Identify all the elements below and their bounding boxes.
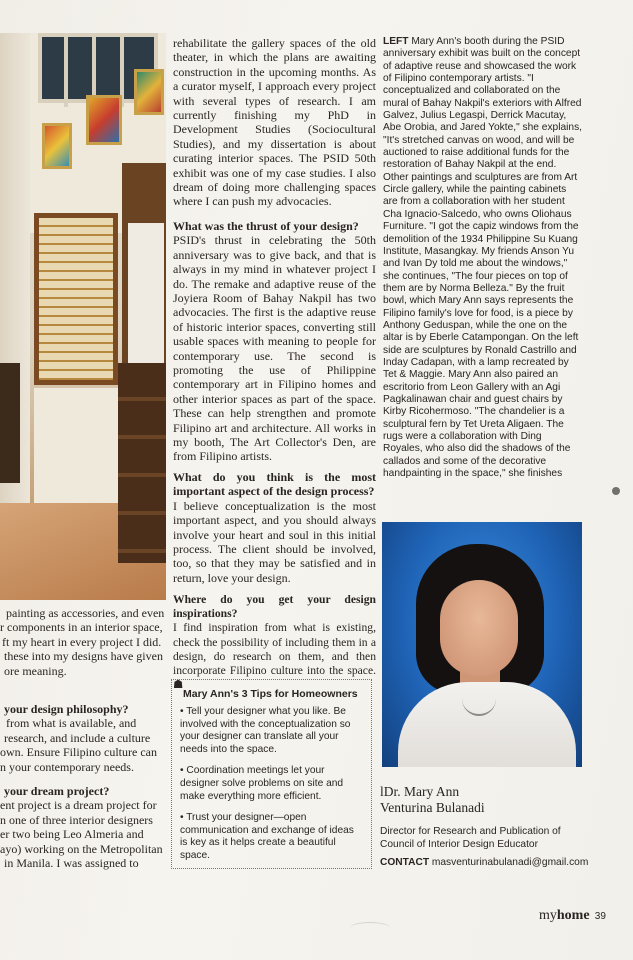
profile-name-line: lDr. Mary Ann bbox=[380, 784, 460, 799]
profile-name-line: Venturina Bulanadi bbox=[380, 800, 485, 815]
tips-box bbox=[171, 679, 372, 869]
article-section-process bbox=[173, 470, 376, 585]
logo-home: home bbox=[556, 908, 590, 923]
caption-lead: LEFT bbox=[383, 36, 409, 47]
tip-item: • Tell your designer what you like. Be involved with the conceptualization so your designer can translate all your needs into the space. bbox=[180, 706, 351, 755]
profile-contact bbox=[380, 857, 590, 868]
cropped-column-top bbox=[0, 606, 165, 678]
tips-title: Mary Ann's 3 Tips for Homeowners bbox=[183, 688, 358, 700]
cropped-line: ayo) working on the Metropolitan bbox=[0, 841, 163, 856]
photo-doorway bbox=[128, 223, 164, 363]
photo-lower-wall bbox=[34, 388, 118, 508]
portrait-photo bbox=[382, 522, 582, 767]
cropped-line: ft my heart in every project I did. bbox=[2, 634, 162, 649]
cropped-line: n one of three interior designers bbox=[0, 812, 153, 827]
end-mark-icon: ☗ bbox=[173, 678, 184, 692]
cropped-column-philosophy bbox=[0, 702, 165, 774]
paragraph-text: I find inspiration from what is existing, check the possibility of including them in a design, do research on them, and then incorporate Filipino culture into the space. bbox=[173, 621, 376, 678]
cropped-line: in Manila. I was assigned to bbox=[4, 856, 139, 871]
cropped-line: ore meaning. bbox=[4, 663, 67, 678]
tip-item: • Coordination meetings let your designer solve problems on site and make everything more efficient. bbox=[180, 765, 344, 802]
photo-painting bbox=[42, 123, 72, 169]
cropped-line: n your contemporary needs. bbox=[0, 759, 134, 774]
photo-painting bbox=[86, 95, 122, 145]
cropped-line: own. Ensure Filipino culture can bbox=[0, 745, 157, 760]
cropped-question: your design philosophy? bbox=[4, 702, 129, 716]
question-heading: What do you think is the most important aspect of the design process? bbox=[173, 470, 376, 499]
page-smudge bbox=[350, 922, 390, 934]
cropped-line: ent project is a dream project for bbox=[0, 798, 157, 813]
cropped-question: your dream project? bbox=[4, 784, 110, 798]
photo-caption bbox=[383, 36, 583, 480]
cropped-line: these into my designs have given bbox=[4, 649, 163, 664]
cropped-line: painting as accessories, and even bbox=[6, 606, 165, 620]
contact-email[interactable]: masventurinabulanadi@gmail.com bbox=[431, 857, 589, 868]
article-column-main bbox=[173, 36, 376, 464]
portrait-face bbox=[440, 580, 518, 676]
question-heading: What was the thrust of your design? bbox=[173, 218, 359, 233]
paragraph: I believe conceptualization is the most important aspect, and you should always involve your heart and soul in this initial process. The client should be involved, too, so that they may be satisfied and in return, love your design. bbox=[173, 498, 376, 585]
cropped-column-dream bbox=[0, 784, 165, 870]
profile-name bbox=[380, 784, 580, 816]
page-number: 39 bbox=[594, 911, 606, 922]
logo-my: my bbox=[539, 908, 557, 923]
article-section-inspiration bbox=[173, 593, 376, 692]
contact-label: CONTACT bbox=[380, 857, 430, 868]
magazine-logo bbox=[539, 908, 590, 923]
cropped-line: er two being Leo Almeria and bbox=[0, 827, 144, 842]
photo-painting bbox=[134, 69, 164, 115]
photo-chair bbox=[0, 363, 20, 483]
photo-capiz-screen bbox=[34, 213, 118, 385]
page-footer bbox=[539, 908, 606, 924]
cropped-line: from what is available, and bbox=[6, 716, 137, 731]
paragraph: PSID's thrust in celebrating the 50th anniversary was to give back, and that is always in my mind in whatever project I do. The remake and adaptive reuse of the Joyiera Room of Bahay Nakpil has two advocacies. The first is the adaptive reuse of historic interior spaces, converting still usable spaces with meaning to people for contemporary use. The second is promoting the use of Philippine contemporary art in Filipino homes and other interior spaces as part of the space. These can help strengthen and promote Filipino art and architecture. All works in my booth, The Art Collector's Den, are from Filipino artists. bbox=[173, 233, 376, 464]
paragraph: rehabilitate the gallery spaces of the old theater, in which the plans are awaiting construction in the upcoming months. As a curator myself, I approach every project with several types of research. I am currently finishing my PhD in Development Studies (Sociocultural Studies), and my dissertation is about curating interior spaces. The PSID 50th exhibit was one of my case studies. I also dream of doing more challenging spaces where I can push my advocacies. bbox=[173, 36, 376, 209]
ink-mark bbox=[612, 487, 620, 495]
tip-item: • Trust your designer—open communication and exchange of ideas is key as it helps create a beautiful space. bbox=[180, 812, 354, 861]
cropped-line: research, and include a culture bbox=[4, 730, 151, 745]
question-heading: Where do you get your design inspirations? bbox=[173, 593, 376, 621]
cropped-line: r components in an interior space, bbox=[0, 620, 163, 635]
booth-interior-photo bbox=[0, 33, 166, 600]
caption-text: Mary Ann's booth during the PSID anniversary exhibit was built on the concept of adaptive reuse and showcased the work of Filipino contemporary artists. "I conceptualized and collaborated on the mural of Bahay Nakpil's exteriors with Alfred Galvez, Julius Legaspi, Derrick Macutay, Abe Orobia, and Jared Yokte," she explains, "It's stretched canvas on wood, and will be auctioned to raise additional funds for the restoration of Bahay Nakpil at the end. Other paintings and sculptures are from Art Circle gallery, while the painting cabinets are from a collaboration with her student Cha Ignacio-Salcedo, who owns Oliohaus Furniture. "I got the capiz windows from the demolition of the 1934 Philippine Su Kuang Institute, Masangkay. My friends Anson Yu and Ivan Dy told me about the windows," she continues, "The four pieces on top of them are by Norma Belleza." By the fruit bowl, which Mary Ann says represents the Filipino family's love for food, is a piece by Anthony Geduspan, while the one on the altar is by Eberle Catampongan. On the left side are sculptures by Ronald Castrillo and Inday Cadapan, with a lamp recreated by Tet & Maggie. Mary Ann also paired an escritorio from Leon Gallery with an Agi Pagkalinawan chair and guest chairs by Kirby Ricohermoso. "The chandelier is a sculptural fern by Tet Ureta Aligaen. The rugs were a collaboration with Ding Royales, who also did the shadows of the callados and some of the decorative handpainting in the space," she finishes bbox=[383, 36, 583, 480]
profile-role: Director for Research and Publication of Council of Interior Design Educator bbox=[380, 826, 561, 850]
photo-cabinet bbox=[118, 363, 166, 563]
